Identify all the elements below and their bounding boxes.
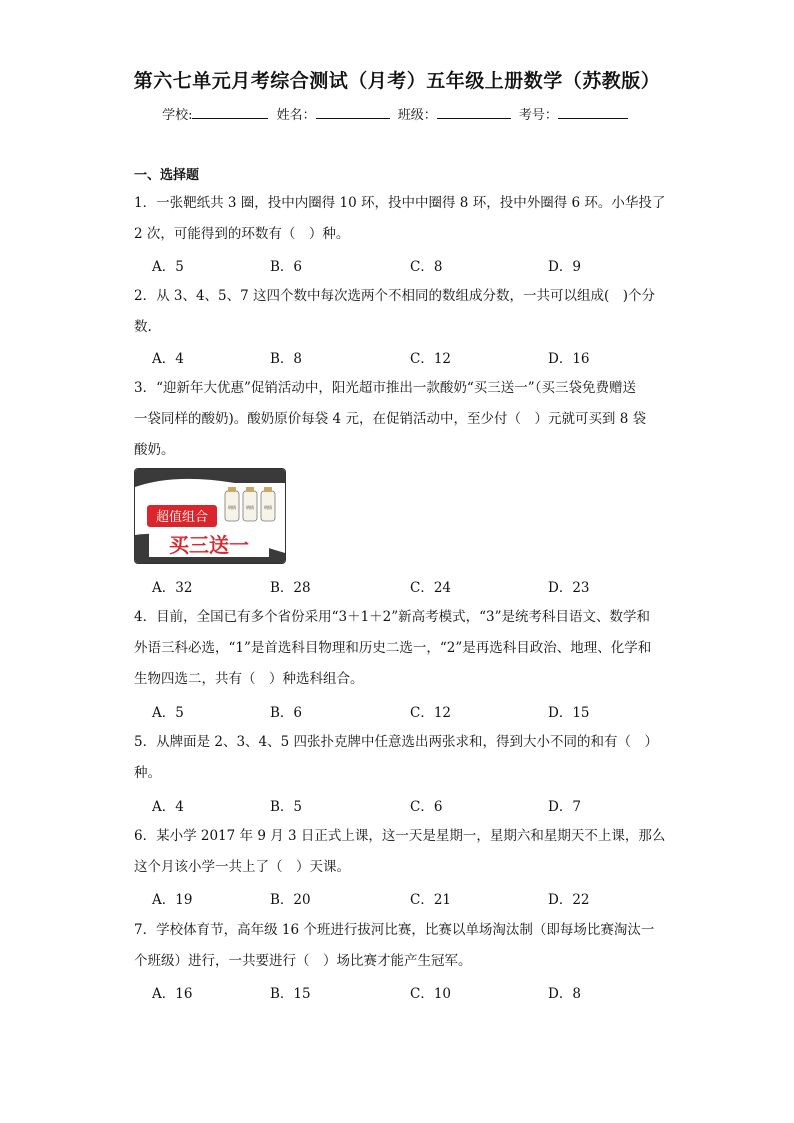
option-d[interactable]: D．16 bbox=[548, 351, 590, 367]
milk-bottle-icon bbox=[225, 487, 239, 521]
question-5-line-1: 5．从牌面是 2、3、4、5 四张扑克牌中任意选出两张求和，得到大小不同的和有（ ） bbox=[134, 734, 659, 750]
option-d[interactable]: D．7 bbox=[548, 799, 581, 815]
question-5-line-2: 种。 bbox=[134, 765, 161, 781]
class-blank[interactable] bbox=[437, 106, 511, 119]
promo-image bbox=[134, 468, 286, 564]
question-7-line-1: 7．学校体育节，高年级 16 个班进行拔河比赛，比赛以单场淘汰制（即每场比赛淘汰一 bbox=[134, 922, 655, 938]
question-3-line-1: 3．“迎新年大优惠”促销活动中，阳光超市推出一款酸奶“买三送一”（买三袋免费赠送 bbox=[134, 380, 636, 396]
option-a[interactable]: A．4 bbox=[152, 799, 184, 815]
page-title: 第六七单元月考综合测试（月考）五年级上册数学（苏教版） bbox=[133, 70, 661, 92]
option-b[interactable]: B．20 bbox=[270, 892, 311, 908]
name-blank[interactable] bbox=[316, 106, 390, 119]
option-d[interactable]: D．15 bbox=[548, 705, 590, 721]
option-a[interactable]: A．5 bbox=[152, 705, 184, 721]
section-title: 一、选择题 bbox=[134, 168, 200, 183]
question-3-line-3: 酸奶。 bbox=[134, 442, 175, 458]
question-3-line-2: 一袋同样的酸奶)。酸奶原价每袋 4 元，在促销活动中，至少付（ ）元就可买到 8 袋 bbox=[134, 411, 647, 427]
question-4-line-1: 4．目前，全国已有多个省份采用“3＋1＋2”新高考模式，“3”是统考科目语文、数学和 bbox=[134, 609, 651, 625]
question-1-line-1: 1．一张靶纸共 3 圈，投中内圈得 10 环，投中中圈得 8 环，投中外圈得 6 环。小华投了 bbox=[134, 195, 666, 211]
student-info-line bbox=[0, 104, 794, 123]
option-a[interactable]: A．5 bbox=[152, 259, 184, 275]
option-b[interactable]: B．8 bbox=[270, 351, 303, 367]
question-6-options bbox=[152, 888, 712, 908]
question-4-line-3: 生物四选二，共有（ ）种选科组合。 bbox=[134, 671, 364, 687]
option-b[interactable]: B．6 bbox=[270, 259, 303, 275]
milk-bottle-icon bbox=[261, 487, 275, 521]
option-b[interactable]: B．28 bbox=[270, 580, 311, 596]
svg-text:明情: 明情 bbox=[264, 505, 272, 510]
question-5-options bbox=[152, 795, 712, 815]
option-c[interactable]: C．8 bbox=[410, 259, 443, 275]
school-label: 学校: bbox=[162, 108, 193, 123]
option-a[interactable]: A．16 bbox=[152, 986, 193, 1002]
class-label: 班级： bbox=[397, 108, 437, 123]
question-3-options bbox=[152, 576, 712, 596]
option-b[interactable]: B．5 bbox=[270, 799, 303, 815]
question-6-line-1: 6．某小学 2017 年 9 月 3 日正式上课，这一天是星期一，星期六和星期天不上课，那么 bbox=[134, 828, 666, 844]
option-a[interactable]: A．32 bbox=[152, 580, 193, 596]
option-b[interactable]: B．15 bbox=[270, 986, 311, 1002]
question-1-line-2: 2 次，可能得到的环数有（ ）种。 bbox=[134, 226, 350, 242]
promo-badge-text: 超值组合 bbox=[155, 510, 209, 525]
svg-text:明情: 明情 bbox=[228, 505, 236, 510]
milk-bottle-icon bbox=[243, 487, 257, 521]
question-1-options bbox=[152, 255, 712, 275]
question-2-line-2: 数. bbox=[134, 319, 152, 335]
option-a[interactable]: A．4 bbox=[152, 351, 184, 367]
question-4-line-2: 外语三科必选，“1”是首选科目物理和历史二选一，“2”是再选科目政治、地理、化学和 bbox=[134, 640, 652, 656]
option-a[interactable]: A．19 bbox=[152, 892, 193, 908]
question-2-options bbox=[152, 347, 712, 367]
question-6-line-2: 这个月该小学一共上了（ ）天课。 bbox=[134, 859, 350, 875]
question-4-options bbox=[152, 701, 712, 721]
option-d[interactable]: D．9 bbox=[548, 259, 581, 275]
name-label: 姓名： bbox=[276, 108, 316, 123]
option-d[interactable]: D．8 bbox=[548, 986, 581, 1002]
promo-top-band bbox=[135, 469, 285, 487]
option-c[interactable]: C．24 bbox=[410, 580, 452, 596]
svg-text:明情: 明情 bbox=[246, 505, 254, 510]
option-c[interactable]: C．10 bbox=[410, 986, 452, 1002]
option-d[interactable]: D．23 bbox=[548, 580, 590, 596]
option-c[interactable]: C．6 bbox=[410, 799, 443, 815]
exam-number-blank[interactable] bbox=[558, 106, 628, 119]
option-b[interactable]: B．6 bbox=[270, 705, 303, 721]
option-c[interactable]: C．21 bbox=[410, 892, 452, 908]
option-c[interactable]: C．12 bbox=[410, 705, 452, 721]
question-7-options bbox=[152, 982, 712, 1002]
question-2-line-1: 2．从 3、4、5、7 这四个数中每次选两个不相同的数组成分数，一共可以组成( )个分 bbox=[134, 288, 656, 304]
promo-graphic bbox=[135, 469, 285, 563]
option-d[interactable]: D．22 bbox=[548, 892, 590, 908]
school-blank[interactable] bbox=[192, 106, 268, 119]
promo-slogan-text: 买三送一 bbox=[169, 533, 249, 557]
option-c[interactable]: C．12 bbox=[410, 351, 452, 367]
question-7-line-2: 个班级）进行，一共要进行（ ）场比赛才能产生冠军。 bbox=[134, 953, 472, 969]
exam-number-label: 考号： bbox=[518, 108, 558, 123]
